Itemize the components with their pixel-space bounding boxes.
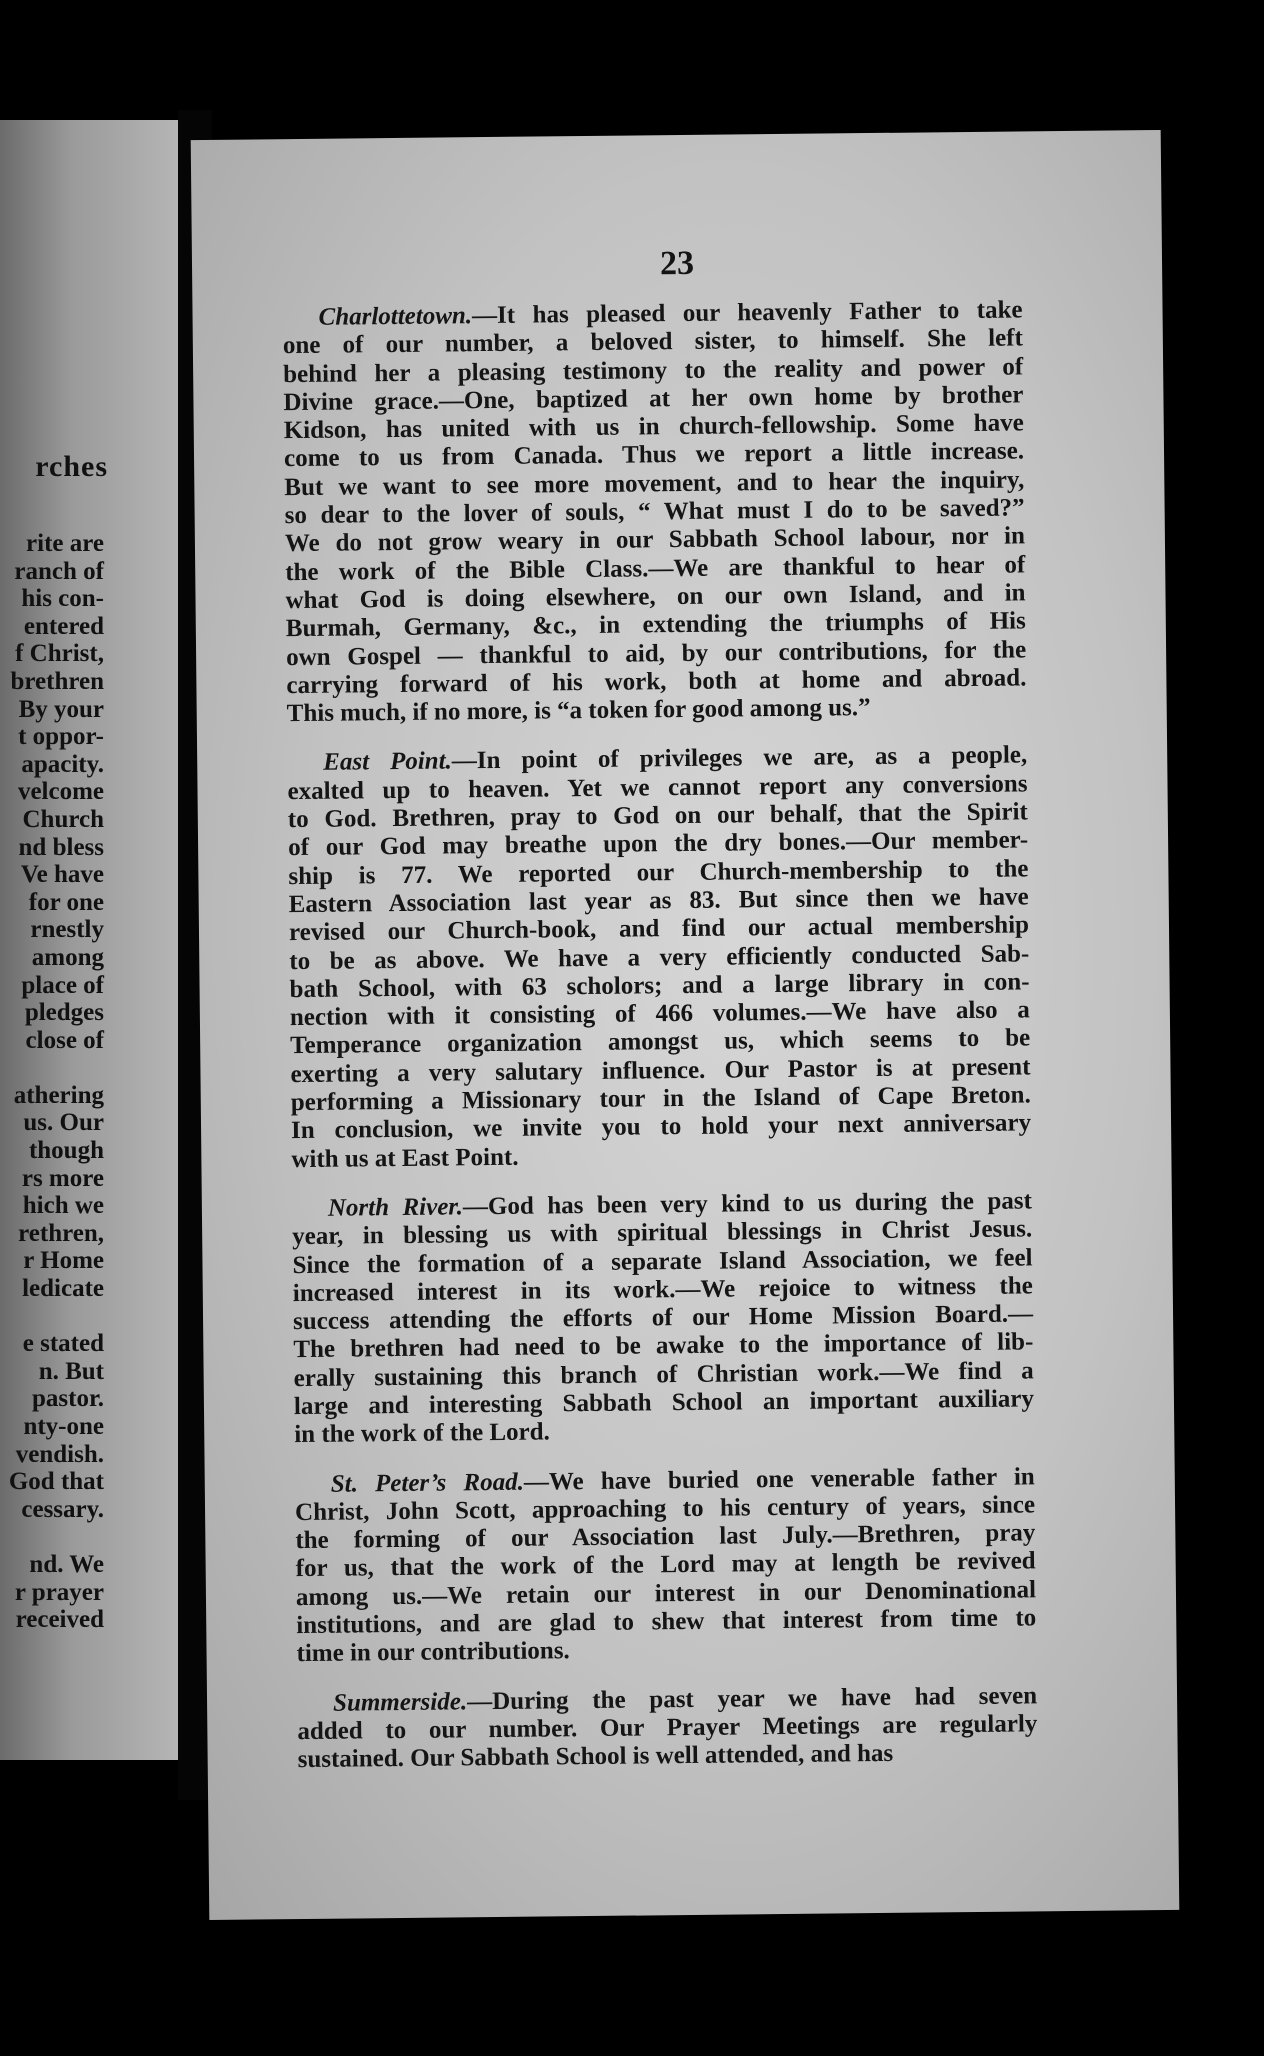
text-line: ship is 77. We reported our Church-membership to the — [288, 855, 1029, 890]
facing-page-line: ranch of — [14, 557, 104, 585]
text-line: In conclusion, we invite you to hold your next anniversary — [290, 1109, 1032, 1145]
facing-page-line: f Christ, — [15, 640, 104, 668]
facing-page-line: r Home — [23, 1247, 104, 1275]
line-text: —It has pleased our heavenly Father to take — [471, 296, 1023, 330]
facing-page-heading: rches — [35, 450, 108, 483]
facing-page-line: cessary. — [21, 1495, 104, 1523]
text-line: carrying forward of his work, both at home and abroad. — [286, 664, 1027, 700]
facing-page-line — [0, 1303, 104, 1331]
facing-page-line: us. Our — [23, 1109, 104, 1137]
paragraph — [292, 1187, 1035, 1449]
paragraph-heading: St. Peter’s Road. — [330, 1468, 525, 1498]
line-text: —We have buried one venerable father in — [523, 1462, 1035, 1496]
facing-page-line: among — [31, 943, 104, 971]
book-page — [191, 130, 1180, 1920]
facing-page-line: ledicate — [22, 1275, 104, 1303]
text-line: Since the formation of a separate Island Association, we feel — [292, 1243, 1033, 1279]
text-line: nection with it consisting of 466 volumes.—We have also a — [289, 996, 1031, 1032]
facing-page-line: Ve have — [20, 861, 104, 889]
facing-page-line: r prayer — [14, 1578, 104, 1606]
facing-page-line: n. But — [38, 1357, 104, 1385]
text-line: increased interest in its work.—We rejoice to witness the — [292, 1272, 1033, 1307]
line-text: —In point of privileges we are, as a people, — [451, 741, 1028, 775]
text-line: Burmah, Germany, &c., in extending the triumphs of His — [285, 607, 1026, 643]
facing-page-line: close of — [25, 1026, 104, 1054]
text-line: in the work of the Lord. — [294, 1418, 550, 1449]
text-line: time in our contributions. — [296, 1637, 570, 1668]
facing-page-line: rs more — [21, 1164, 104, 1192]
line-text: —During the past year we have had seven — [466, 1682, 1038, 1715]
facing-page-line: entered — [23, 612, 104, 640]
facing-page-line — [0, 1054, 104, 1082]
text-line: of our God may breathe upon the dry bones.—Our member- — [287, 826, 1029, 862]
text-line: exalted up to heaven. Yet we cannot report any conversions — [287, 770, 1028, 805]
text-line: behind her a pleasing testimony to the reality and power of — [283, 353, 1024, 388]
text-line: sustained. Our Sabbath School is well attended, and has — [297, 1740, 894, 1774]
text-line: Kidson, has united with us in church-fellowship. Some have — [283, 409, 1024, 445]
text-line: revised our Church-book, and find our actual membership — [288, 911, 1030, 947]
line-text: —God has been very kind to us during the past — [462, 1187, 1033, 1221]
facing-page-line: vendish. — [15, 1440, 104, 1468]
text-line: one of our number, a beloved sister, to himself. She left — [282, 324, 1023, 360]
text-line: for us, that the work of the Lord may at length be revived — [295, 1547, 1036, 1583]
facing-page-line: nd bless — [18, 833, 104, 861]
text-line: Christ, John Scott, approaching to his century of years, since — [294, 1491, 1036, 1526]
facing-page-line: t oppor- — [18, 723, 104, 751]
facing-page-line: athering — [13, 1081, 104, 1109]
text-line: what God is doing elsewhere, on our own Island, and in — [285, 579, 1026, 615]
facing-page-line: rite are — [26, 530, 104, 557]
facing-page-line: rnestly — [30, 916, 104, 944]
facing-page-line: e stated — [22, 1330, 104, 1358]
facing-page-line: pastor. — [31, 1385, 104, 1413]
text-line: performing a Missionary tour in the Island of Cape Breton. — [290, 1081, 1031, 1117]
text-line: large and interesting Sabbath School an important auxiliary — [293, 1385, 1035, 1421]
facing-page-line: nd. We — [29, 1550, 104, 1578]
text-line: to God. Brethren, pray to God on our behalf, that the Spirit — [287, 798, 1028, 834]
text-line: institutions, and are glad to shew that interest from time to — [296, 1604, 1037, 1640]
facing-page-text — [0, 530, 104, 1634]
text-line: exerting a very salutary influence. Our Pastor is at present — [290, 1053, 1031, 1088]
text-line: bath School, with 63 scholors; and a large library in con- — [289, 968, 1030, 1003]
facing-page-line: rethren, — [18, 1219, 104, 1247]
facing-page-line — [0, 1523, 104, 1551]
text-line: the work of the Bible Class.—We are thankful to hear of — [285, 551, 1026, 586]
page-number: 23 — [659, 244, 695, 283]
text-line: year, in blessing us with spiritual blessings in Christ Jesus. — [292, 1215, 1033, 1251]
text-line: success attending the efforts of our Home Mission Board.— — [292, 1300, 1034, 1336]
text-line: But we want to see more movement, and to hear the inquiry, — [284, 466, 1025, 501]
paragraph-heading: Charlottetown. — [318, 302, 473, 331]
text-line: The brethren had need to be awake to the importance of lib- — [293, 1328, 1034, 1364]
facing-page-line: velcome — [17, 778, 104, 806]
text-line: We do not grow weary in our Sabbath School labour, nor in — [284, 522, 1026, 558]
paragraph — [282, 296, 1026, 728]
facing-page-line: Church — [22, 805, 104, 833]
facing-page-line: received — [15, 1606, 104, 1634]
text-line: Eastern Association last year as 83. But since then we have — [288, 883, 1029, 919]
facing-page-line: God that — [8, 1468, 104, 1496]
page-body — [282, 296, 1038, 1795]
text-line: come to us from Canada. Thus we report a little increase. — [283, 437, 1025, 473]
paragraph-heading: East Point. — [323, 747, 452, 777]
facing-page-line: his con- — [21, 585, 104, 613]
facing-page-line: apacity. — [21, 750, 104, 778]
paragraph — [287, 742, 1031, 1174]
facing-page-line: By your — [18, 695, 104, 723]
facing-page-line: for one — [28, 888, 104, 916]
text-line: This much, if no more, is “a token for good among us.” — [286, 694, 871, 728]
paragraph — [295, 1463, 1037, 1669]
text-line: Temperance organization amongst us, which seems to be — [290, 1024, 1031, 1060]
facing-page-fragment — [0, 120, 178, 1760]
text-line: to be as above. We have a very efficiently conducted Sab- — [289, 939, 1030, 975]
text-line: the forming of our Association last July.—Brethren, pray — [295, 1519, 1036, 1555]
facing-page-line: brethren — [10, 667, 104, 695]
paragraph — [297, 1682, 1038, 1775]
text-line: added to our number. Our Prayer Meetings are regularly — [297, 1710, 1038, 1746]
facing-page-line: though — [28, 1137, 104, 1165]
facing-page-line: nty-one — [23, 1413, 104, 1440]
paragraph-heading: North River. — [327, 1193, 464, 1222]
text-line: own Gospel — thankful to aid, by our contributions, for the — [285, 635, 1027, 671]
text-line: Divine grace.—One, baptized at her own home by brother — [283, 381, 1024, 417]
paragraph-heading: Summerside. — [332, 1687, 468, 1717]
text-line: with us at East Point. — [291, 1143, 519, 1173]
text-line: among us.—We retain our interest in our Denominational — [295, 1576, 1037, 1611]
facing-page-line: place of — [21, 971, 104, 999]
text-line: erally sustaining this branch of Christian work.—We find a — [293, 1357, 1034, 1392]
text-line: so dear to the lover of souls, “ What must I do to be saved?” — [284, 494, 1025, 530]
facing-page-line: hich we — [22, 1192, 104, 1220]
facing-page-line: pledges — [24, 999, 104, 1027]
